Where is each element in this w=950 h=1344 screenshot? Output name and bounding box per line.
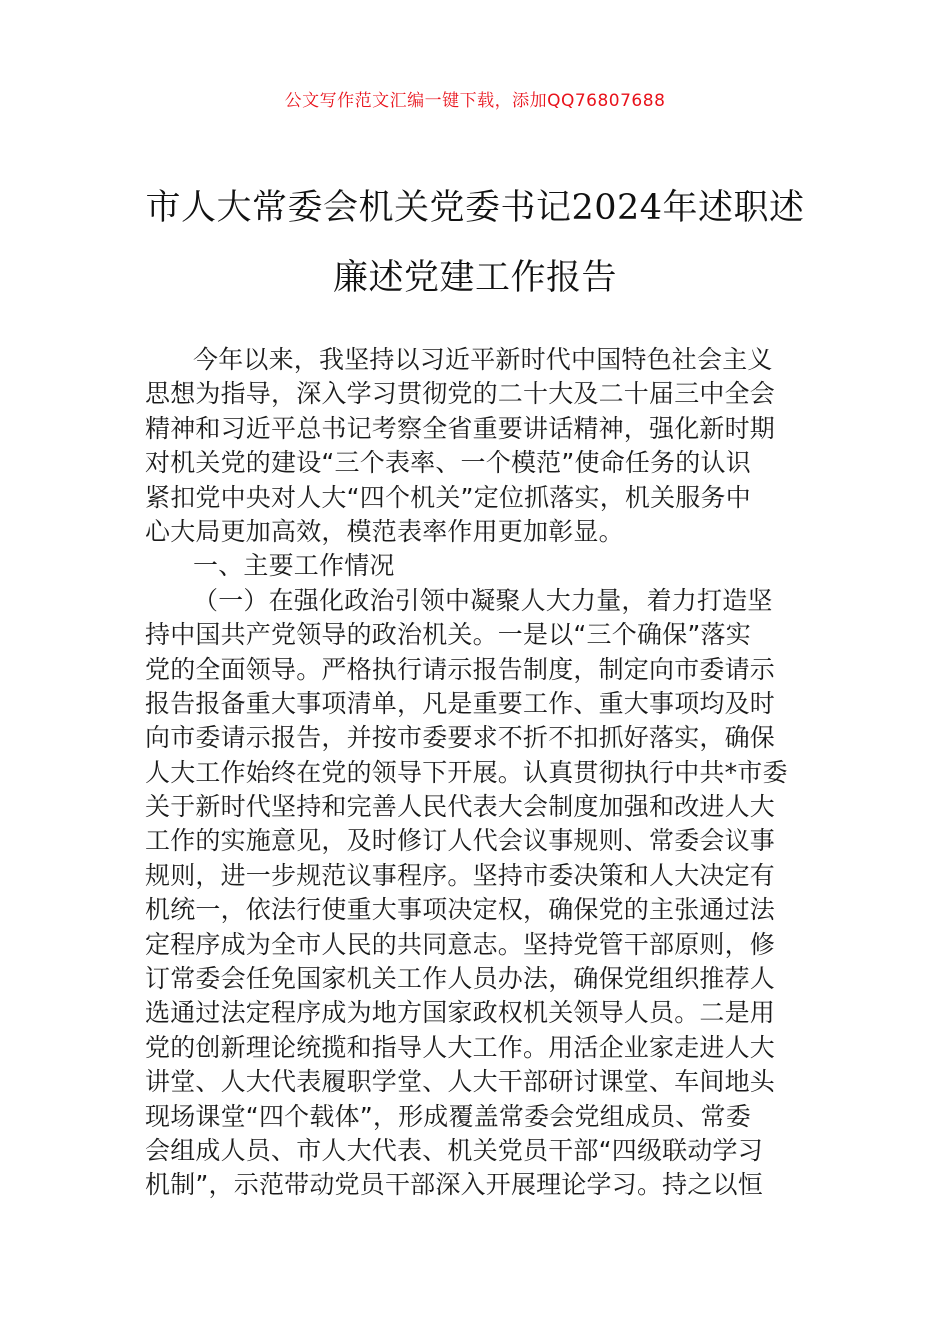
body-line: 机制”，示范带动党员干部深入开展理论学习。持之以恒 [145,1170,763,1200]
body-line: 工作的实施意见，及时修订人代会议事规则、常委会议事 [145,826,776,856]
body-line: 人大工作始终在党的领导下开展。认真贯彻执行中共*市委 [145,757,788,787]
download-banner: 公文写作范文汇编一键下载，添加QQ76807688 [284,91,666,111]
body-line: 对机关党的建设“三个表率、一个模范”使命任务的认识 [145,448,751,478]
body-line: 思想为指导，深入学习贯彻党的二十大及二十届三中全会 [145,379,776,409]
body-line: 定程序成为全市人民的共同意志。坚持党管干部原则，修 [145,929,776,959]
body-line: 精神和习近平总书记考察全省重要讲话精神，强化新时期 [145,413,776,443]
body-line: 党的全面领导。严格执行请示报告制度，制定向市委请示 [145,654,776,684]
body-line: 订常委会任免国家机关工作人员办法，确保党组织推荐人 [145,964,776,994]
document-title-line-1: 市人大常委会机关党委书记2024年述职述 [145,188,805,228]
body-line: 持中国共产党领导的政治机关。一是以“三个确保”落实 [145,620,751,650]
document-title-line-2: 廉述党建工作报告 [332,258,617,298]
body-line: 讲堂、人大代表履职学堂、人大干部研讨课堂、车间地头 [145,1067,776,1097]
body-line: 关于新时代坚持和完善人民代表大会制度加强和改进人大 [145,792,776,822]
body-line: 选通过法定程序成为地方国家政权机关领导人员。二是用 [145,998,776,1028]
body-line: 会组成人员、市人大代表、机关党员干部“四级联动学习 [145,1135,763,1165]
body-line: （一）在强化政治引领中凝聚人大力量，着力打造坚 [193,585,773,615]
section-heading: 一、主要工作情况 [193,551,395,581]
body-line: 报告报备重大事项清单，凡是重要工作、重大事项均及时 [145,688,776,718]
document-body [145,343,810,1203]
body-line: 心大局更加高效，模范表率作用更加彰显。 [145,516,624,546]
body-line: 党的创新理论统揽和指导人大工作。用活企业家走进人大 [145,1032,776,1062]
body-line: 现场课堂“四个载体”，形成覆盖常委会党组成员、常委 [145,1101,751,1131]
body-line: 机统一，依法行使重大事项决定权，确保党的主张通过法 [145,895,776,925]
body-line: 紧扣党中央对人大“四个机关”定位抓落实，机关服务中 [145,482,751,512]
body-line: 规则，进一步规范议事程序。坚持市委决策和人大决定有 [145,860,776,890]
body-line: 向市委请示报告，并按市委要求不折不扣抓好落实，确保 [145,723,776,753]
body-line: 今年以来，我坚持以习近平新时代中国特色社会主义 [193,345,773,374]
